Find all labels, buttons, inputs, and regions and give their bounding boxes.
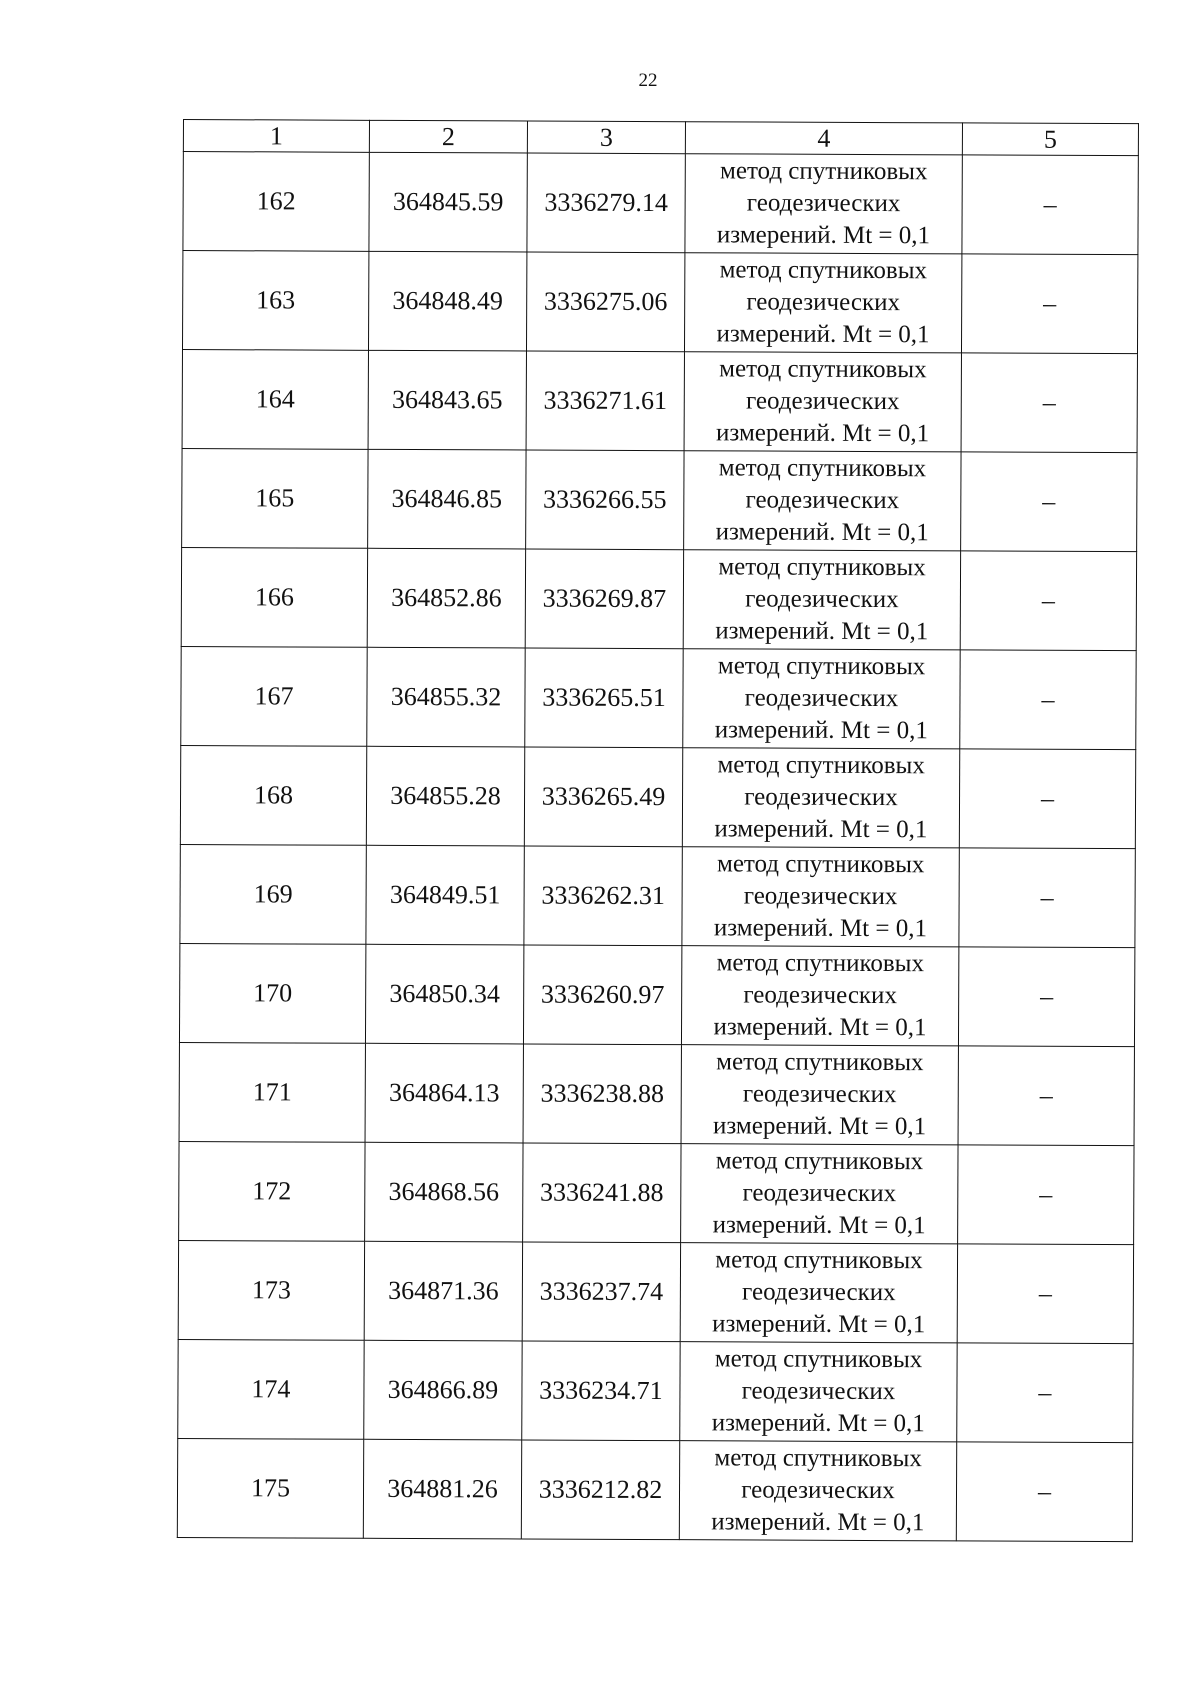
point-number-cell: 175 bbox=[177, 1438, 363, 1538]
x-coordinate-cell: 364850.34 bbox=[365, 944, 523, 1044]
method-line: измерений. Mt = 0,1 bbox=[716, 221, 931, 250]
column-header-3: 3 bbox=[527, 121, 685, 154]
method-line: метод спутниковых bbox=[719, 355, 927, 384]
method-line: геодезических bbox=[744, 684, 899, 713]
table-row bbox=[178, 1240, 1133, 1343]
method-line: метод спутниковых bbox=[716, 1048, 924, 1077]
note-cell: – bbox=[961, 254, 1137, 354]
point-number-cell: 162 bbox=[183, 152, 369, 252]
y-coordinate-cell: 3336237.74 bbox=[522, 1242, 680, 1342]
column-header-5: 5 bbox=[962, 123, 1138, 156]
y-coordinate-cell: 3336212.82 bbox=[521, 1440, 679, 1540]
table-row bbox=[181, 547, 1136, 650]
point-number-cell: 165 bbox=[182, 448, 368, 548]
method-line: метод спутниковых bbox=[718, 454, 927, 483]
y-coordinate-cell: 3336279.14 bbox=[527, 153, 685, 253]
note-cell: – bbox=[960, 551, 1136, 651]
x-coordinate-cell: 364871.36 bbox=[364, 1241, 522, 1341]
point-number-cell: 163 bbox=[182, 251, 368, 351]
method-line: измерений. Mt = 0,1 bbox=[713, 914, 928, 943]
y-coordinate-cell: 3336266.55 bbox=[526, 450, 684, 550]
method-line: метод спутниковых bbox=[715, 1147, 924, 1176]
method-cell bbox=[681, 1045, 958, 1145]
method-cell bbox=[684, 451, 961, 551]
method-cell bbox=[680, 1342, 957, 1442]
table-row bbox=[179, 943, 1134, 1046]
method-line: метод спутниковых bbox=[717, 652, 926, 681]
method-cell bbox=[679, 1441, 956, 1541]
method-line: геодезических bbox=[741, 1377, 896, 1406]
note-cell: – bbox=[958, 1145, 1134, 1245]
note-cell: – bbox=[961, 452, 1137, 552]
note-cell: – bbox=[957, 1343, 1133, 1443]
method-cell bbox=[682, 847, 959, 947]
method-line: геодезических bbox=[741, 1476, 895, 1505]
method-line: метод спутниковых bbox=[714, 1345, 923, 1374]
x-coordinate-cell: 364849.51 bbox=[366, 845, 524, 945]
method-line: геодезических bbox=[744, 783, 898, 812]
y-coordinate-cell: 3336265.51 bbox=[525, 648, 683, 748]
method-cell bbox=[682, 748, 959, 848]
method-line: геодезических bbox=[746, 288, 901, 317]
page-number: 22 bbox=[638, 70, 658, 91]
table-row bbox=[181, 646, 1136, 749]
column-header-2: 2 bbox=[369, 120, 527, 153]
point-number-cell: 171 bbox=[179, 1042, 365, 1142]
method-line: геодезических bbox=[745, 486, 900, 515]
method-line: метод спутниковых bbox=[716, 850, 925, 879]
method-cell bbox=[683, 550, 960, 650]
y-coordinate-cell: 3336275.06 bbox=[526, 252, 684, 352]
method-line: геодезических bbox=[742, 1179, 897, 1208]
method-line: метод спутниковых bbox=[714, 1444, 922, 1473]
method-line: измерений. Mt = 0,1 bbox=[714, 716, 928, 745]
table-row bbox=[177, 1438, 1132, 1541]
point-number-cell: 172 bbox=[179, 1141, 365, 1241]
method-line: измерений. Mt = 0,1 bbox=[713, 1013, 927, 1042]
table-row bbox=[182, 448, 1137, 551]
note-cell: – bbox=[956, 1442, 1132, 1542]
method-line: измерений. Mt = 0,1 bbox=[715, 617, 929, 646]
point-number-cell: 170 bbox=[179, 943, 365, 1043]
method-line: измерений. Mt = 0,1 bbox=[716, 419, 930, 448]
note-cell: – bbox=[958, 947, 1134, 1047]
y-coordinate-cell: 3336265.49 bbox=[524, 747, 682, 847]
x-coordinate-cell: 364855.28 bbox=[366, 746, 524, 846]
table-header-row bbox=[183, 120, 1138, 156]
note-cell: – bbox=[958, 1046, 1134, 1146]
x-coordinate-cell: 364845.59 bbox=[369, 152, 527, 252]
x-coordinate-cell: 364852.86 bbox=[367, 548, 525, 648]
method-line: метод спутниковых bbox=[718, 553, 926, 582]
table-row bbox=[182, 350, 1137, 453]
table-row bbox=[180, 745, 1135, 848]
method-line: геодезических bbox=[742, 1080, 897, 1109]
table-row bbox=[182, 251, 1137, 354]
method-line: метод спутниковых bbox=[719, 256, 928, 285]
x-coordinate-cell: 364868.56 bbox=[365, 1142, 523, 1242]
y-coordinate-cell: 3336238.88 bbox=[523, 1044, 681, 1144]
point-number-cell: 173 bbox=[178, 1240, 364, 1340]
x-coordinate-cell: 364848.49 bbox=[368, 251, 526, 351]
point-number-cell: 164 bbox=[182, 350, 368, 450]
table-row bbox=[179, 1042, 1134, 1145]
method-cell bbox=[683, 649, 960, 749]
method-cell bbox=[685, 154, 962, 254]
column-header-4: 4 bbox=[685, 122, 962, 155]
note-cell: – bbox=[960, 650, 1136, 750]
method-line: измерений. Mt = 0,1 bbox=[712, 1310, 926, 1339]
method-line: метод спутниковых bbox=[716, 949, 925, 978]
y-coordinate-cell: 3336262.31 bbox=[524, 846, 682, 946]
x-coordinate-cell: 364855.32 bbox=[367, 647, 525, 747]
point-number-cell: 166 bbox=[181, 547, 367, 647]
point-number-cell: 169 bbox=[180, 844, 366, 944]
column-header-1: 1 bbox=[183, 120, 369, 153]
table-row bbox=[178, 1339, 1133, 1442]
method-line: измерений. Mt = 0,1 bbox=[711, 1409, 925, 1438]
y-coordinate-cell: 3336241.88 bbox=[523, 1143, 681, 1243]
method-line: измерений. Mt = 0,1 bbox=[716, 320, 930, 349]
y-coordinate-cell: 3336269.87 bbox=[525, 549, 683, 649]
x-coordinate-cell: 364881.26 bbox=[363, 1439, 521, 1539]
x-coordinate-cell: 364864.13 bbox=[365, 1043, 523, 1143]
note-cell: – bbox=[959, 749, 1135, 849]
y-coordinate-cell: 3336271.61 bbox=[526, 351, 684, 451]
note-cell: – bbox=[961, 353, 1137, 453]
method-line: измерений. Mt = 0,1 bbox=[713, 1112, 927, 1141]
method-cell bbox=[681, 1144, 958, 1244]
method-cell bbox=[680, 1243, 957, 1343]
y-coordinate-cell: 3336234.71 bbox=[522, 1341, 680, 1441]
method-line: геодезических bbox=[743, 981, 898, 1010]
method-cell bbox=[684, 253, 961, 353]
method-line: измерений. Mt = 0,1 bbox=[714, 815, 928, 844]
method-line: геодезических bbox=[746, 189, 901, 218]
method-cell bbox=[684, 352, 961, 452]
x-coordinate-cell: 364866.89 bbox=[364, 1340, 522, 1440]
coordinates-table bbox=[177, 119, 1139, 1542]
method-line: геодезических bbox=[745, 585, 899, 614]
point-number-cell: 174 bbox=[178, 1339, 364, 1439]
method-line: измерений. Mt = 0,1 bbox=[715, 518, 929, 547]
point-number-cell: 168 bbox=[180, 745, 366, 845]
method-line: измерений. Mt = 0,1 bbox=[712, 1211, 926, 1240]
method-line: геодезических bbox=[743, 882, 898, 911]
x-coordinate-cell: 364846.85 bbox=[368, 449, 526, 549]
table-row bbox=[179, 1141, 1134, 1244]
y-coordinate-cell: 3336260.97 bbox=[523, 945, 681, 1045]
note-cell: – bbox=[962, 155, 1138, 255]
method-line: метод спутниковых bbox=[715, 1246, 923, 1275]
method-line: геодезических bbox=[742, 1278, 896, 1307]
method-line: метод спутниковых bbox=[717, 751, 925, 780]
method-line: геодезических bbox=[745, 387, 900, 416]
table-row bbox=[180, 844, 1135, 947]
method-cell bbox=[681, 946, 958, 1046]
point-number-cell: 167 bbox=[181, 646, 367, 746]
method-line: измерений. Mt = 0,1 bbox=[711, 1508, 925, 1537]
table-row bbox=[183, 152, 1138, 255]
x-coordinate-cell: 364843.65 bbox=[368, 350, 526, 450]
note-cell: – bbox=[959, 848, 1135, 948]
method-line: метод спутниковых bbox=[720, 157, 928, 186]
note-cell: – bbox=[957, 1244, 1133, 1344]
